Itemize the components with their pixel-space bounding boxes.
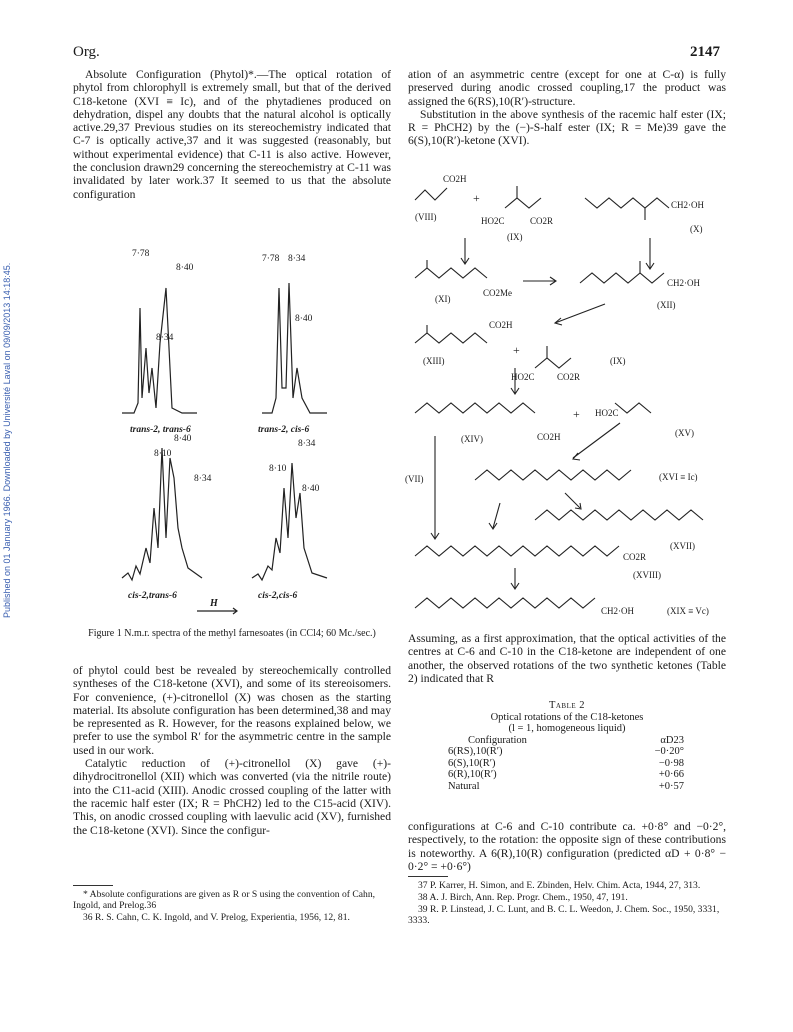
- svg-text:CH2·OH: CH2·OH: [671, 200, 704, 210]
- axis-label: H: [210, 598, 218, 609]
- paragraph: Absolute Configuration (Phytol)*.—The optical rotation of phytol from chlorophyll is extremely small, but that of the derived C18-ketone (XVI ≡ Ic), and of the phytadienes produced on dehydration, dispel any doubts that the natural alcohol is optically active.29,37 Previous studies on its stereochemistry indicated that C-7 is optically active,37 and it was suggested (reasonably, but without experimental evidence) that C-11 is also active. However, the conclusion drawn29 concerning the stereochemistry at C-11 was invalidated by later work.37 It seemed to us that the absolute configuration: [73, 68, 391, 201]
- svg-text:HO2C: HO2C: [595, 408, 619, 418]
- panel-label: cis-2,cis-6: [258, 591, 298, 601]
- footnote: 38 A. J. Birch, Ann. Rep. Progr. Chem., 1950, 47, 191.: [418, 892, 628, 903]
- left-column-top: [73, 68, 391, 201]
- panel-label: trans-2, trans-6: [130, 425, 191, 435]
- paragraph: Substitution in the above synthesis of the racemic half ester (IX; R = PhCH2) by the (−)-S-half ester (IX; R = Me)39 gave the 6(S),10(R′)-ketone (XVI).: [408, 107, 726, 148]
- footnote-rule: [73, 885, 113, 886]
- svg-text:(VII): (VII): [405, 474, 424, 484]
- table-title: Optical rotations of the C18-ketones: [490, 711, 644, 723]
- svg-text:(XVII): (XVII): [670, 541, 695, 551]
- svg-text:CO2R: CO2R: [530, 216, 554, 226]
- spectrum-cis-cis: [252, 463, 327, 580]
- peak-label: 8·40: [302, 484, 320, 494]
- peak-label: 8·34: [156, 333, 174, 343]
- svg-text:+: +: [573, 407, 580, 421]
- table-header: Configuration αD23: [468, 734, 684, 746]
- svg-text:(XIII): (XIII): [423, 356, 445, 366]
- peak-label: 8·34: [194, 474, 212, 484]
- left-footnotes: [73, 889, 391, 924]
- peak-label: 8·10: [154, 449, 172, 459]
- download-stamp: Published on 01 January 1966. Downloaded by Université Laval on 09/09/2013 14:18:45.: [2, 262, 12, 618]
- footnote-rule: [408, 876, 448, 877]
- spectrum-trans-trans: [122, 288, 197, 413]
- figure-1-nmr-spectra: [112, 248, 392, 623]
- peak-label: 8·40: [295, 314, 313, 324]
- svg-text:CO2H: CO2H: [537, 432, 561, 442]
- svg-text:CH2·OH: CH2·OH: [667, 278, 700, 288]
- svg-text:(XIV): (XIV): [461, 434, 483, 444]
- spectrum-trans-cis: [262, 283, 327, 413]
- left-column-bottom: [73, 664, 391, 837]
- svg-text:HO2C: HO2C: [511, 372, 535, 382]
- svg-text:HO2C: HO2C: [481, 216, 505, 226]
- panel-label: trans-2, cis-6: [258, 425, 310, 435]
- spectrum-cis-trans: [122, 448, 202, 580]
- paragraph: Catalytic reduction of (+)-citronellol (X) gave (+)-dihydrocitronellol (XII) which was converted (via the nitrile route) into the C11-acid (XIII). Anodic crossed coupling of the latter with the racemic half ester (IX; R = PhCH2) led to the C15-acid (XIV). This, on anodic crossed coupling with laevulic acid (XV), furnished the C18-ketone (XVI). Since the configur-: [73, 757, 391, 837]
- table-subtitle: (l = 1, homogeneous liquid): [508, 723, 626, 734]
- svg-text:(XIX ≡ Vc): (XIX ≡ Vc): [667, 606, 709, 616]
- svg-text:(XII): (XII): [657, 300, 676, 310]
- paragraph: Assuming, as a first approximation, that the optical activities of the centres at C-6 and C-10 in the C18-ketone are independent of one another, the observed rotations of the two synthetic ketones (Table 2) indicated that R: [408, 632, 726, 685]
- table-label: Table 2: [548, 700, 586, 711]
- svg-text:CO2Me: CO2Me: [483, 288, 512, 298]
- svg-text:+: +: [473, 191, 480, 205]
- svg-text:CO2H: CO2H: [489, 320, 513, 330]
- peak-label: 7·78: [262, 254, 280, 264]
- paragraph: configurations at C-6 and C-10 contribute ca. +0·8° and −0·2°, respectively, to the rotation: the opposite sign of these contributions is noteworthy. A 6(R),10(R) configuration (predicted αD + 0·8° − 0·2° = +0·6°): [408, 820, 726, 873]
- table-row: 6(R),10(R′) +0·66: [448, 769, 684, 780]
- svg-text:+: +: [513, 343, 520, 357]
- peak-label: 8·10: [269, 464, 287, 474]
- peak-label: 8·34: [288, 254, 306, 264]
- svg-text:CO2H: CO2H: [443, 174, 467, 184]
- peak-label: 8·34: [298, 439, 316, 449]
- table-row: Natural +0·57: [448, 780, 684, 792]
- svg-text:(XVI ≡ Ic): (XVI ≡ Ic): [659, 472, 698, 482]
- svg-text:CO2R: CO2R: [623, 552, 647, 562]
- footnote: 37 P. Karrer, H. Simon, and E. Zbinden, Helv. Chim. Acta, 1944, 27, 313.: [418, 880, 701, 891]
- footnote: 39 R. P. Linstead, J. C. Lunt, and B. C. L. Weedon, J. Chem. Soc., 1950, 3331, 3333.: [408, 904, 720, 926]
- svg-text:(IX): (IX): [507, 232, 523, 242]
- svg-text:(X): (X): [690, 224, 703, 234]
- table-2: [408, 700, 726, 792]
- peak-label: 7·78: [132, 249, 150, 259]
- right-column-top: [408, 68, 726, 148]
- right-column-bottom: [408, 820, 726, 873]
- peak-label: 8·40: [174, 434, 192, 444]
- svg-text:(XVIII): (XVIII): [633, 570, 661, 580]
- panel-label: cis-2,trans-6: [128, 591, 177, 601]
- page-number: 2147: [690, 44, 720, 60]
- figure-1-caption: Figure 1 N.m.r. spectra of the methyl farnesoates (in CCl4; 60 Mc./sec.): [88, 628, 376, 639]
- table-row: 6(S),10(R′) −0·98: [448, 757, 684, 769]
- right-column-mid: [408, 632, 726, 685]
- svg-text:CO2R: CO2R: [557, 372, 581, 382]
- svg-text:(XI): (XI): [435, 294, 451, 304]
- svg-text:(VIII): (VIII): [415, 212, 437, 222]
- right-footnotes: [408, 880, 726, 927]
- paragraph: ation of an asymmetric centre (except for one at C-α) is fully preserved during anodic crossed coupling,17 the product was assigned the 6(RS),10(R′)-structure.: [408, 68, 726, 108]
- running-head-left: Org.: [73, 44, 100, 60]
- svg-text:CH2·OH: CH2·OH: [601, 606, 634, 616]
- paragraph: of phytol could best be revealed by stereochemically controlled syntheses of the C18-ketone (XVI), and some of its stereoisomers. For convenience, (+)-citronellol (X) was chosen as the starting material. Its absolute configuration has been determined,38 and may be represented as R. However, for the reasons explained below, we prefer to use the symbol R′ for the asymmetric centre in the sample used in our work.: [73, 664, 391, 757]
- footnote: * Absolute configurations are given as R or S using the convention of Cahn, Ingold, and Prelog.36: [73, 889, 376, 911]
- peak-label: 8·40: [176, 263, 194, 273]
- footnote: 36 R. S. Cahn, C. K. Ingold, and V. Prelog, Experientia, 1956, 12, 81.: [83, 912, 350, 923]
- svg-text:(XV): (XV): [675, 428, 694, 438]
- svg-text:(IX): (IX): [610, 356, 626, 366]
- table-row: 6(RS),10(R′) −0·20°: [448, 746, 684, 757]
- synthesis-scheme: [405, 168, 730, 623]
